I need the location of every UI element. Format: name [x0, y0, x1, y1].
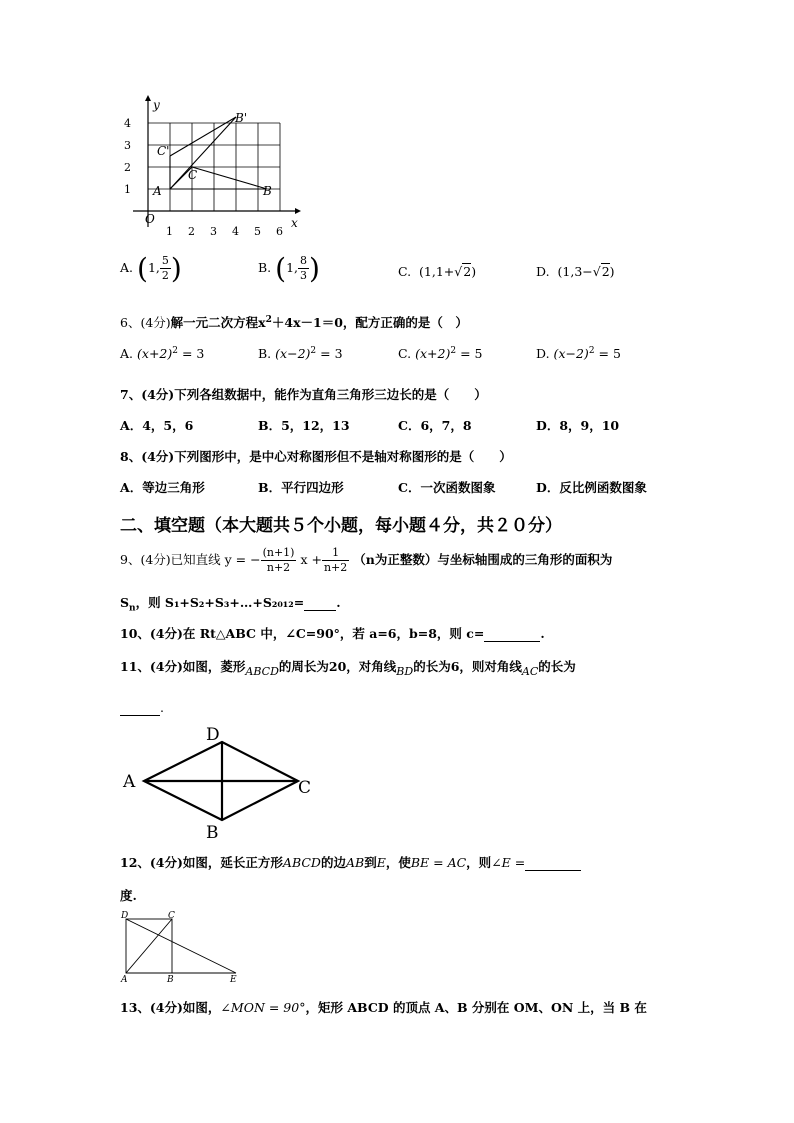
- vertex-label-C: C: [168, 911, 175, 921]
- x-tick-label: 1: [166, 225, 173, 238]
- y-axis-label: y: [153, 98, 160, 112]
- q5-option-d[interactable]: D. (1,3−√2): [536, 264, 615, 279]
- q8-option-c[interactable]: C．一次函数图象: [398, 480, 496, 495]
- vertex-label-D: D: [206, 725, 220, 745]
- fraction: $\frac{8}{3}$: [300, 254, 308, 282]
- question-9-text: 9、(4分)已知直线 y = − $\frac{(n+1)}{n+2}$ x + $\frac{1}{n+2}$ （n为正整数）与坐标轴围成的三角形的面积为: [120, 546, 613, 574]
- question-8-text: 8、(4分)下列图形中，是中心对称图形但不是轴对称图形的是（ ）: [120, 449, 512, 464]
- question-6-text: 6、(4分)解一元二次方程$x^2+4x-1=0$，配方正确的是（ ）: [120, 314, 468, 330]
- question-12-text: 12、(4分)如图，延长正方形ABCD的边AB到E，使BE = AC，则∠E =: [120, 853, 581, 871]
- q6-option-b[interactable]: B. $(x-2)^2 = 3$: [258, 346, 343, 362]
- q8-option-a[interactable]: A．等边三角形: [120, 480, 205, 495]
- answer-blank[interactable]: [120, 700, 160, 716]
- question-11-line2: .: [120, 700, 164, 716]
- point-label-B: B: [263, 184, 272, 198]
- fraction: $\frac{(n+1)}{n+2}$: [262, 546, 295, 574]
- q8-option-b[interactable]: B．平行四边形: [258, 480, 344, 495]
- rhombus-figure: [118, 722, 318, 844]
- fraction: $\frac{1}{n+2}$: [323, 546, 348, 574]
- point-label-C: C: [188, 168, 198, 182]
- point-label-C-prime: C': [157, 144, 170, 158]
- question-13-text: 13、(4分)如图，∠MON = 90°，矩形 ABCD 的顶点 A、B 分别在 OM、ON 上，当 B 在: [120, 1000, 647, 1015]
- q6-option-c[interactable]: C. $(x+2)^2 = 5$: [398, 346, 483, 362]
- q5-option-c[interactable]: C. (1,1+√2): [398, 264, 477, 279]
- vertex-label-A: A: [123, 772, 136, 792]
- y-tick-label: 2: [124, 161, 131, 174]
- q8-option-d[interactable]: D．反比例函数图象: [536, 480, 647, 495]
- x-axis-label: x: [291, 216, 298, 230]
- x-tick-label: 5: [254, 225, 261, 238]
- vertex-label-C: C: [298, 778, 312, 798]
- q7-option-a[interactable]: A．4，5，6: [120, 418, 194, 433]
- q7-option-d[interactable]: D．8，9，10: [536, 418, 620, 433]
- x-tick-label: 3: [210, 225, 217, 238]
- point-label-B-prime: B': [235, 111, 248, 125]
- vertex-label-B: B: [206, 823, 219, 843]
- answer-blank[interactable]: [304, 595, 336, 611]
- vertex-label-B: B: [167, 975, 174, 984]
- q7-option-c[interactable]: C．6，7，8: [398, 418, 472, 433]
- q5-option-a[interactable]: A. (1, $\frac{5}{2}$ ): [120, 252, 182, 285]
- y-tick-label: 1: [124, 183, 131, 196]
- origin-label: O: [145, 212, 155, 226]
- vertex-label-A: A: [121, 975, 128, 984]
- section-heading: 二、填空题（本大题共５个小题，每小题４分，共２０分）: [120, 516, 562, 536]
- question-12-line2: 度.: [120, 888, 137, 903]
- fraction: $\frac{5}{2}$: [161, 254, 169, 282]
- x-tick-label: 2: [188, 225, 195, 238]
- question-9-line2: $S_n$，则 S₁+S₂+S₃+…+S₂₀₁₂= .: [120, 595, 341, 614]
- q5-option-b[interactable]: B. (1, $\frac{8}{3}$ ): [258, 252, 320, 285]
- vertex-label-E: E: [230, 975, 237, 984]
- square-extension-figure: [118, 910, 248, 984]
- q6-option-d[interactable]: D. $(x-2)^2 = 5$: [536, 346, 621, 362]
- answer-blank[interactable]: [484, 626, 540, 642]
- y-tick-label: 4: [124, 117, 131, 130]
- question-11-text: 11、(4分)如图，菱形ABCD的周长为20，对角线BD的长为6，则对角线AC的长为: [120, 659, 576, 678]
- vertex-label-D: D: [121, 911, 129, 921]
- question-10-text: 10、(4分)在 Rt△ABC 中，∠C=90°，若 a=6，b=8，则 c= .: [120, 626, 545, 641]
- x-tick-label: 4: [232, 225, 239, 238]
- answer-blank[interactable]: [525, 855, 581, 871]
- question-7-text: 7、(4分)下列各组数据中，能作为直角三角形三边长的是（ ）: [120, 387, 487, 402]
- q7-option-b[interactable]: B．5，12，13: [258, 418, 350, 433]
- y-tick-label: 3: [124, 139, 131, 152]
- x-tick-label: 6: [276, 225, 283, 238]
- point-label-A: A: [153, 184, 162, 198]
- q6-option-a[interactable]: A. $(x+2)^2 = 3$: [120, 346, 205, 362]
- coordinate-grid-figure: [115, 95, 315, 245]
